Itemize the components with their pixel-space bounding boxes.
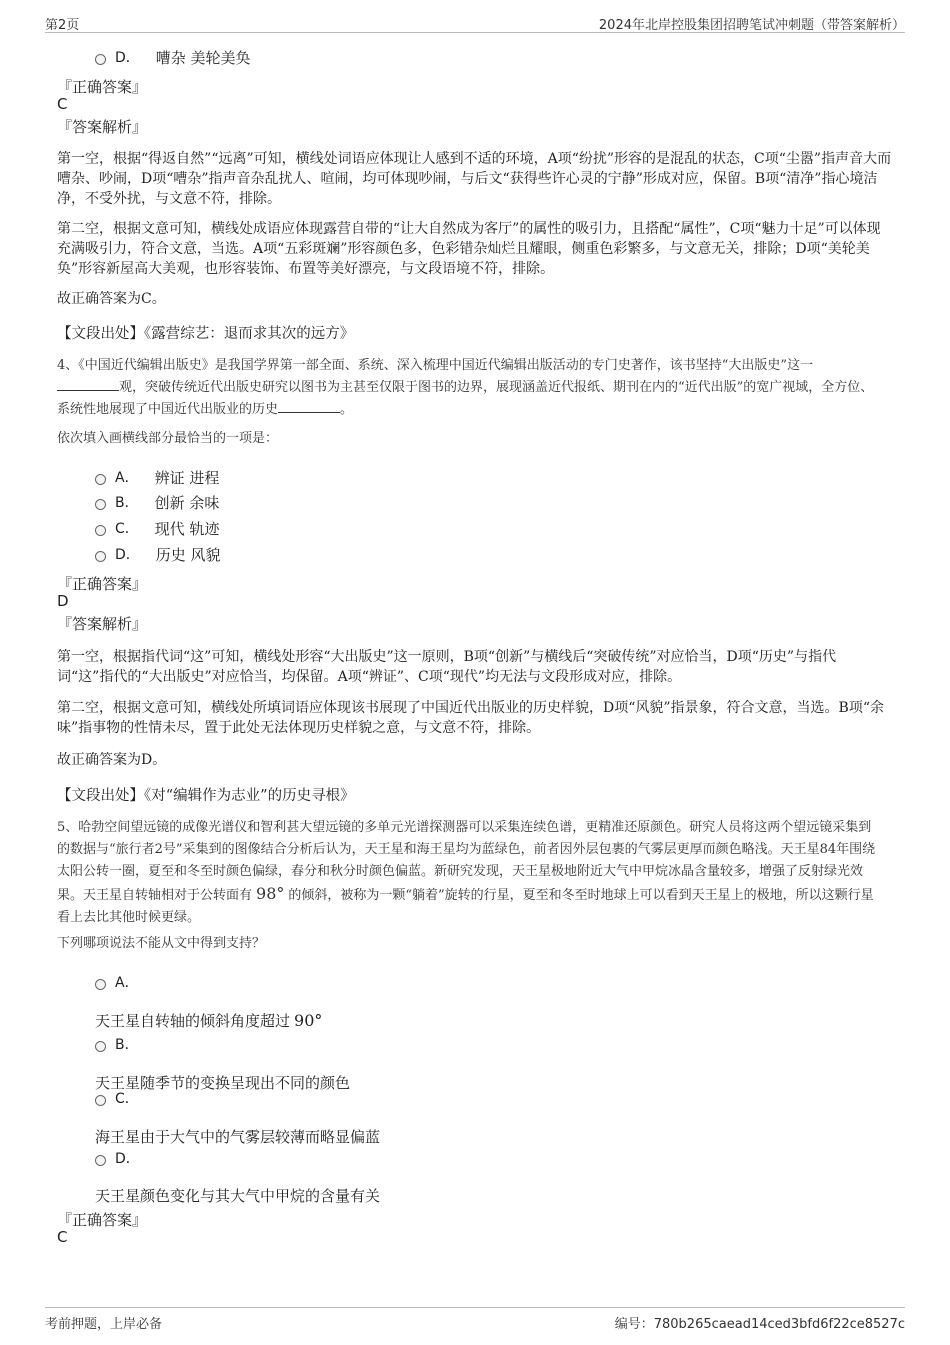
q4-option-a[interactable] bbox=[95, 467, 219, 487]
q4-analysis-label: 『答案解析』 bbox=[57, 615, 148, 633]
option-key: D． bbox=[115, 1151, 140, 1167]
radio-button-icon[interactable] bbox=[95, 1155, 106, 1166]
q5-option-d[interactable] bbox=[95, 1148, 140, 1168]
q4-option-b[interactable] bbox=[95, 492, 219, 512]
radio-button-icon[interactable] bbox=[95, 54, 106, 65]
radio-button-icon[interactable] bbox=[95, 525, 106, 536]
radio-button-icon[interactable] bbox=[95, 1041, 106, 1052]
option-key: B． bbox=[115, 1037, 139, 1053]
q5-option-b[interactable] bbox=[95, 1034, 139, 1054]
q4-stem-line-3: 系统性地展现了中国近代出版业的历史 bbox=[57, 402, 279, 417]
header-divider bbox=[45, 32, 905, 33]
q3-analysis-paragraph-1: 第一空，根据“得返自然”“远离”可知，横线处词语应体现让人感到不适的环境，A项“纷扰”形容的是混乱的状态，C项“尘嚣”指声音大而嘈杂、吵闹，D项“嘈杂”指声音杂乱扰人、喧闹，均可体现吵闹，与后文“获得些许心灵的宁静”形成对应，保留。B项“清净”指心境洁净，不受外扰，与文意不符，排除。 bbox=[57, 151, 892, 207]
document-code bbox=[615, 1313, 905, 1332]
radio-button-icon[interactable] bbox=[95, 551, 106, 562]
q4-stem-end: 。 bbox=[340, 402, 354, 417]
q3-analysis-label: 『答案解析』 bbox=[57, 118, 148, 136]
option-text: 嘈杂 美轮美奂 bbox=[155, 48, 251, 67]
q5-stem-line-3: 太阳公转一圈，夏至和冬至时颜色偏绿，春分和秋分时颜色偏蓝。新研究发现，天王星极地附近大气中甲烷冰晶含量较多，增强了反射绿光效 bbox=[57, 864, 864, 879]
q5-tilt-degree: 98° bbox=[256, 884, 285, 903]
q3-conclusion: 故正确答案为C。 bbox=[57, 291, 166, 307]
document-title: 2024年北岸控股集团招聘笔试冲刺题（带答案解析） bbox=[598, 18, 905, 33]
option-text: 现代 轨迹 bbox=[154, 519, 220, 538]
q4-answer: D bbox=[57, 592, 69, 610]
option-text: 创新 余味 bbox=[154, 493, 220, 512]
option-key: C． bbox=[115, 521, 139, 537]
option-text: 历史 风貌 bbox=[155, 545, 221, 564]
q4-stem bbox=[57, 355, 897, 421]
q4-option-d[interactable] bbox=[95, 544, 221, 564]
q3-answer-label: 『正确答案』 bbox=[57, 78, 148, 96]
q3-analysis-paragraph-2: 第二空，根据文意可知，横线处成语应体现露营自带的“让大自然成为客厅”的属性的吸引力，且搭配“属性”，C项“魅力十足”可以体现充满吸引力，符合文意，当选。A项“五彩斑斓”形容颜色多，色彩错杂灿烂且耀眼，侧重色彩繁多，与文意无关，排除；D项“美轮美奂”形容新屋高大美观，也形容装饰、布置等美好漂亮，与文段语境不符，排除。 bbox=[57, 221, 881, 277]
footer-divider bbox=[45, 1307, 905, 1308]
q5-prompt: 下列哪项说法不能从文中得到支持？ bbox=[57, 936, 266, 951]
q3-answer: C bbox=[57, 95, 68, 113]
q5-option-c[interactable] bbox=[95, 1088, 139, 1108]
option-text: 天王星自转轴的倾斜角度超过 bbox=[95, 1012, 291, 1030]
option-key: D． bbox=[115, 547, 140, 563]
q5-option-c-text: 海王星由于大气中的气雾层较薄而略显偏蓝 bbox=[95, 1128, 381, 1146]
q5-option-d-text: 天王星颜色变化与其大气中甲烷的含量有关 bbox=[95, 1187, 381, 1205]
q5-stem-line-4a: 果。天王星自转轴相对于公转面有 bbox=[57, 888, 253, 903]
q5-stem-line-2: 的数据与“旅行者2号”采集到的图像结合分析后认为，天王星和海王星均为蓝绿色，前者因外层包裹的气雾层更厚而颜色略浅。天王星84年围绕 bbox=[57, 842, 876, 857]
q3-source: 【文段出处】《露营综艺：退而求其次的远方》 bbox=[57, 326, 355, 342]
radio-button-icon[interactable] bbox=[95, 1095, 106, 1106]
option-key: A． bbox=[115, 470, 139, 486]
q4-option-c[interactable] bbox=[95, 518, 220, 538]
radio-button-icon[interactable] bbox=[95, 979, 106, 990]
option-key: B． bbox=[115, 495, 139, 511]
q5-answer: C bbox=[57, 1228, 68, 1246]
radio-button-icon[interactable] bbox=[95, 499, 106, 510]
q5-answer-label: 『正确答案』 bbox=[57, 1211, 148, 1229]
q5-stem-line-1: 5、哈勃空间望远镜的成像光谱仪和智利甚大望远镜的多单元光谱探测器可以采集连续色谱，更精准还原颜色。研究人员将这两个望远镜采集到 bbox=[57, 820, 872, 835]
radio-button-icon[interactable] bbox=[95, 474, 106, 485]
q5-stem-line-4b: 的倾斜，被称为一颗“躺着”旋转的行星，夏至和冬至时地球上可以看到天王星上的极地，所以这颗行星 bbox=[288, 888, 874, 903]
q4-answer-label: 『正确答案』 bbox=[57, 575, 148, 593]
q4-prompt: 依次填入画横线部分最恰当的一项是： bbox=[57, 431, 279, 446]
document-code-value: 780b265caead14ced3bfd6f22ce8527c bbox=[653, 1317, 905, 1332]
footer-slogan: 考前押题，上岸必备 bbox=[45, 1317, 163, 1332]
q4-analysis-paragraph-2: 第二空，根据文意可知，横线处所填词语应体现该书展现了中国近代出版业的历史样貌，D项“风貌”指景象，符合文意，当选。B项“余味”指事物的性情未尽，置于此处无法体现历史样貌之意，与文意不符，排除。 bbox=[57, 700, 884, 736]
q4-stem-line-1: 4、《中国近代编辑出版史》是我国学界第一部全面、系统、深入梳理中国近代编辑出版活动的专门史著作，该书坚持“大出版史”这一 bbox=[57, 358, 814, 373]
option-text: 辨证 进程 bbox=[154, 468, 220, 487]
option-degree: 90° bbox=[294, 1011, 323, 1030]
page-number: 第2页 bbox=[45, 18, 80, 33]
q5-option-b-text: 天王星随季节的变换呈现出不同的颜色 bbox=[95, 1074, 351, 1092]
option-key: D． bbox=[115, 50, 140, 66]
q5-stem bbox=[57, 817, 897, 929]
q3-option-d[interactable] bbox=[95, 47, 251, 67]
q5-option-a-text bbox=[95, 1010, 326, 1031]
q4-conclusion: 故正确答案为D。 bbox=[57, 752, 167, 768]
q4-stem-line-2: 观，突破传统近代出版史研究以图书为主甚至仅限于图书的边界，展现涵盖近代报纸、期刊在内的“近代出版”的宽广视域，全方位、 bbox=[119, 380, 874, 395]
fill-blank bbox=[278, 400, 340, 413]
q5-option-a[interactable] bbox=[95, 972, 139, 992]
option-key: A． bbox=[115, 975, 139, 991]
q4-analysis-paragraph-1: 第一空，根据指代词“这”可知，横线处形容“大出版史”这一原则，B项“创新”与横线后“突破传统”对应恰当，D项“历史”与指代词“这”指代的“大出版史”对应恰当，均保留。A项“辨证”、C项“现代”均无法与文段形成对应，排除。 bbox=[57, 649, 837, 685]
q4-source: 【文段出处】《对“编辑作为志业”的历史寻根》 bbox=[57, 788, 355, 804]
option-key: C． bbox=[115, 1091, 139, 1107]
q5-stem-line-5: 看上去比其他时候更绿。 bbox=[57, 910, 201, 925]
fill-blank bbox=[57, 378, 119, 391]
document-code-label: 编号： bbox=[614, 1317, 654, 1332]
